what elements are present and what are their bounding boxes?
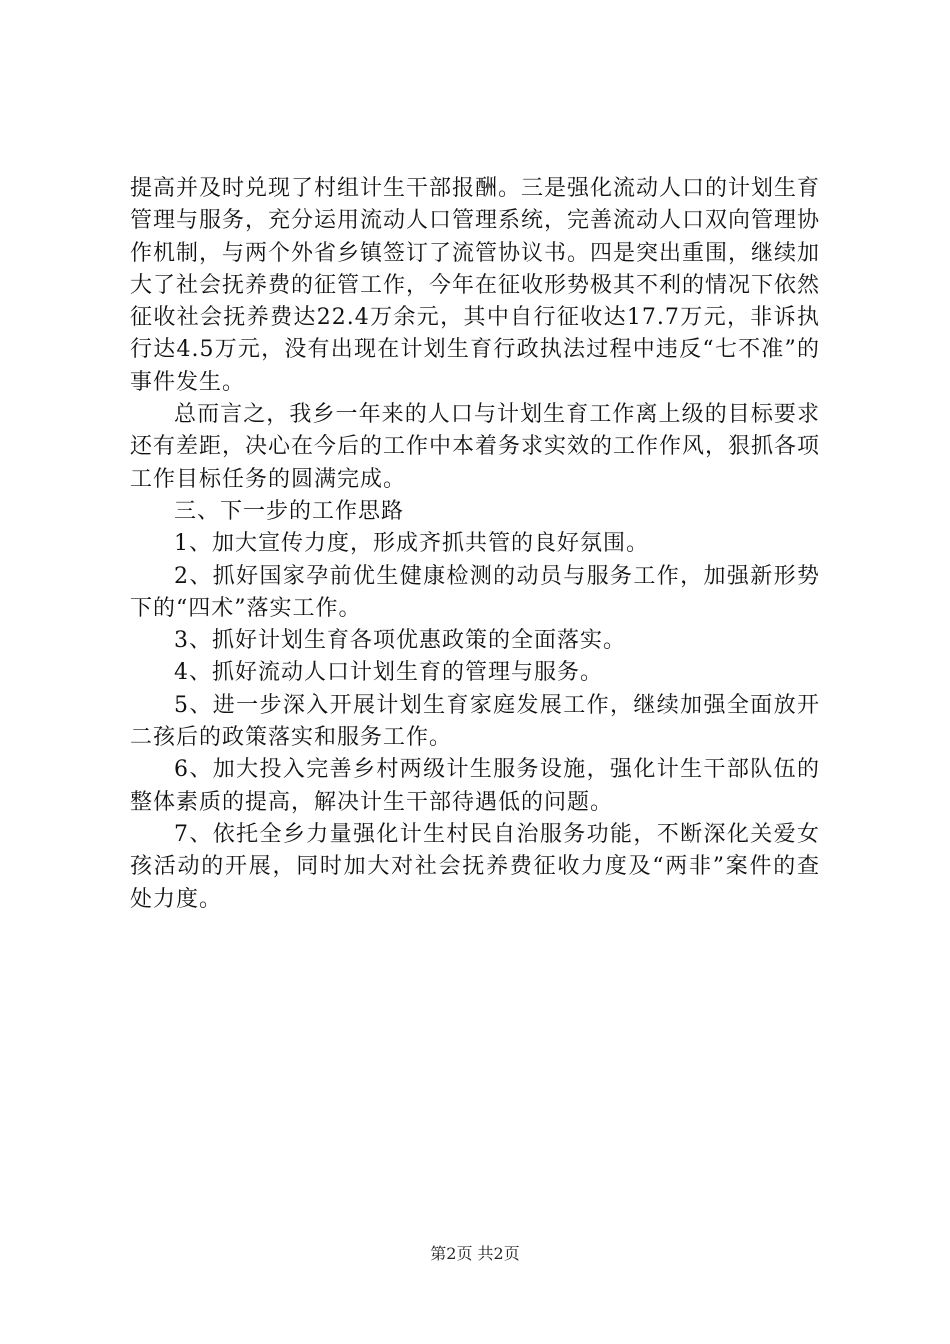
list-item-3: 3、抓好计划生育各项优惠政策的全面落实。	[174, 628, 626, 654]
paragraph-summary: 总而言之，我乡一年来的人口与计划生育工作离上级的目标要求还有差距，决心在今后的工作中本着务求实效的工作作风，狠抓各项工作目标任务的圆满完成。	[130, 402, 821, 492]
list-item-6: 6、加大投入完善乡村两级计生服务设施，强化计生干部队伍的整体素质的提高，解决计生干部待遇低的问题。	[130, 757, 820, 815]
section-heading-next-steps: 三、下一步的工作思路	[174, 498, 405, 524]
page-number-footer: 第2页 共2页	[430, 1244, 520, 1263]
list-item-4: 4、抓好流动人口计划生育的管理与服务。	[174, 660, 603, 686]
list-item-2: 2、抓好国家孕前优生健康检测的动员与服务工作，加强新形势下的“四术”落实工作。	[130, 563, 820, 621]
list-item-5: 5、进一步深入开展计划生育家庭发展工作，继续加强全面放开二孩后的政策落实和服务工作。	[130, 692, 820, 751]
paragraph-continuation: 提高并及时兑现了村组计生干部报酬。三是强化流动人口的计划生育管理与服务，充分运用流动人口管理系统，完善流动人口双向管理协作机制，与两个外省乡镇签订了流管协议书。四是突出重围，继续加大了社会抚养费的征管工作，今年在征收形势极其不利的情况下依然征收社会抚养费达22.4万余元，其中自行征收达17.7万元，非诉执行达4.5万元，没有出现在计划生育行政执法过程中违反“七不准”的事件发生。	[130, 176, 821, 395]
document-body	[130, 173, 820, 916]
list-item-1: 1、加大宣传力度，形成齐抓共管的良好氛围。	[174, 531, 649, 557]
list-item-7: 7、依托全乡力量强化计生村民自治服务功能，不断深化关爱女孩活动的开展，同时加大对社会抚养费征收力度及“两非”案件的查处力度。	[130, 821, 820, 912]
